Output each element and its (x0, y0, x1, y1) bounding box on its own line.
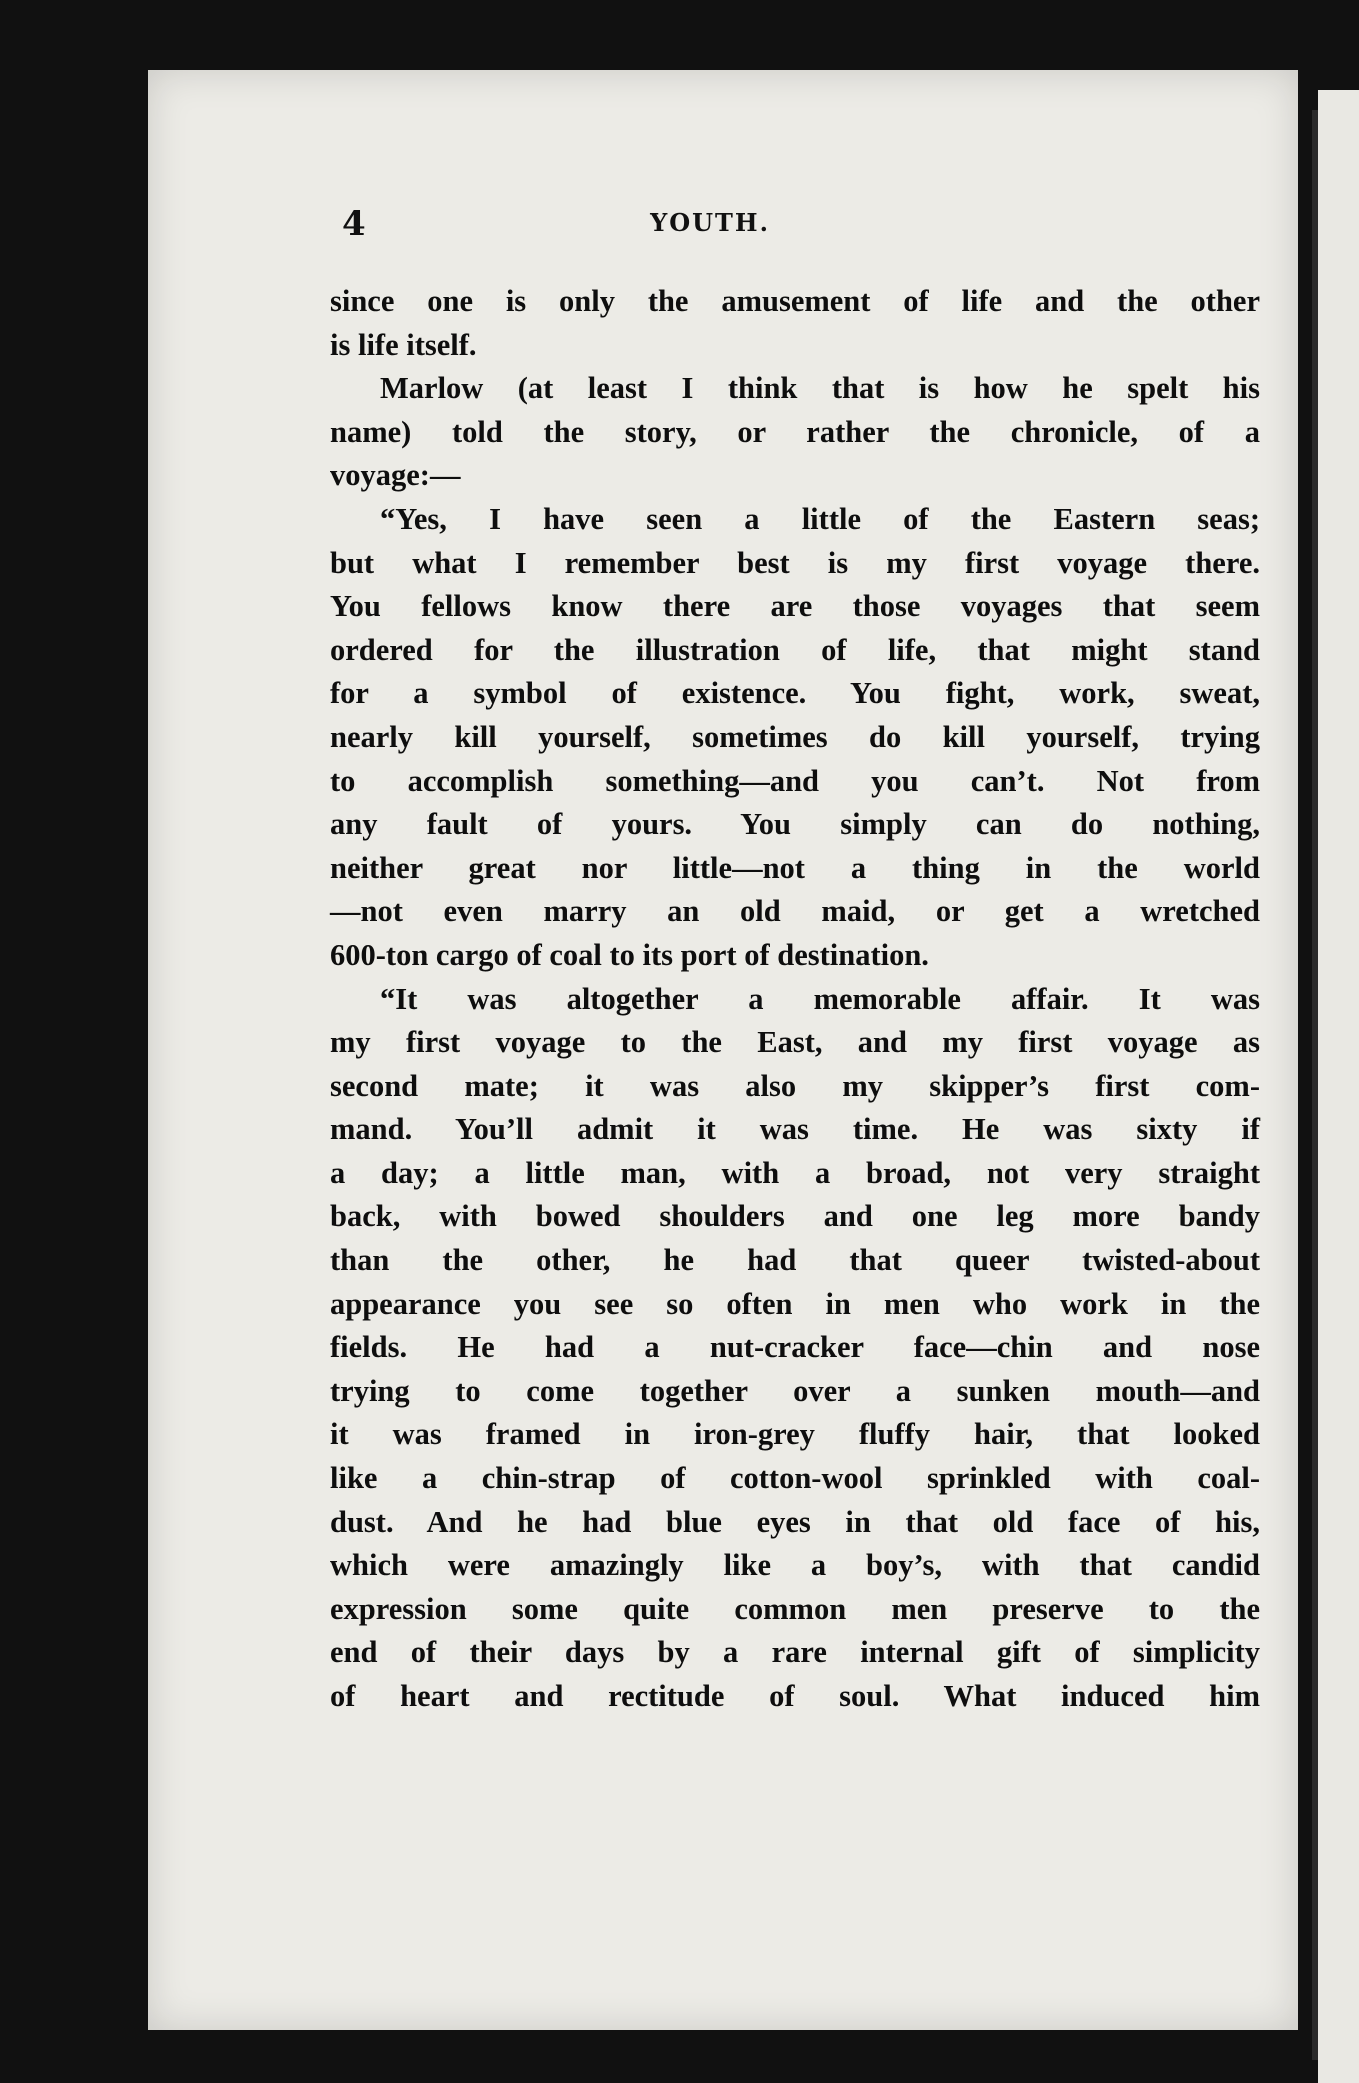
text-line: which were amazingly like a boy’s, with that candid (330, 1548, 1260, 1583)
text-line: mand. You’ll admit it was time. He was sixty if (330, 1112, 1260, 1147)
text-line: Marlow (at least I think that is how he spelt his (380, 371, 1260, 406)
text-line: You fellows know there are those voyages that seem (330, 589, 1260, 624)
text-line: fields. He had a nut-cracker face—chin and nose (330, 1330, 1260, 1365)
text-line: but what I remember best is my first voyage there. (330, 545, 1260, 580)
text-line: nearly kill yourself, sometimes do kill yourself, trying (330, 719, 1260, 754)
text-line: like a chin-strap of cotton-wool sprinkled with coal- (330, 1461, 1260, 1496)
text-line: any fault of yours. You simply can do nothing, (330, 807, 1260, 842)
text-line: than the other, he had that queer twisted-about (330, 1243, 1260, 1278)
text-line: since one is only the amusement of life and the other (330, 284, 1260, 318)
text-line: “Yes, I have seen a little of the Eastern seas; (380, 501, 1260, 536)
text-line: second mate; it was also my skipper’s first com- (330, 1068, 1260, 1103)
text-line: ordered for the illustration of life, that might stand (330, 632, 1260, 667)
running-title: YOUTH. (650, 208, 770, 237)
text-line: my first voyage to the East, and my first voyage as (330, 1025, 1260, 1060)
text-line: —not even marry an old maid, or get a wretched (330, 894, 1260, 929)
text-line: of heart and rectitude of soul. What induced him (330, 1679, 1260, 1713)
page-number: 4 (342, 204, 366, 244)
text-line: is life itself. (330, 327, 477, 362)
text-line: back, with bowed shoulders and one leg more bandy (330, 1199, 1260, 1234)
text-line: for a symbol of existence. You fight, work, sweat, (330, 676, 1260, 711)
body-text (330, 280, 1260, 1719)
text-line: trying to come together over a sunken mouth—and (330, 1373, 1260, 1408)
text-line: 600-ton cargo of coal to its port of destination. (330, 937, 929, 972)
text-line: appearance you see so often in men who work in the (330, 1286, 1260, 1321)
text-line: dust. And he had blue eyes in that old face of his, (330, 1504, 1260, 1539)
text-line: expression some quite common men preserve to the (330, 1591, 1260, 1626)
page-header (180, 204, 1240, 244)
adjacent-page-edge (1318, 90, 1359, 2083)
text-line: name) told the story, or rather the chronicle, of a (330, 414, 1260, 449)
text-line: “It was altogether a memorable affair. It was (380, 981, 1260, 1016)
text-line: end of their days by a rare internal gift of simplicity (330, 1635, 1260, 1670)
text-line: neither great nor little—not a thing in the world (330, 850, 1260, 885)
text-line: a day; a little man, with a broad, not very straight (330, 1155, 1260, 1190)
text-line: it was framed in iron-grey fluffy hair, that looked (330, 1417, 1260, 1452)
text-line: to accomplish something—and you can’t. Not from (330, 763, 1260, 798)
text-line: voyage:— (330, 458, 461, 493)
